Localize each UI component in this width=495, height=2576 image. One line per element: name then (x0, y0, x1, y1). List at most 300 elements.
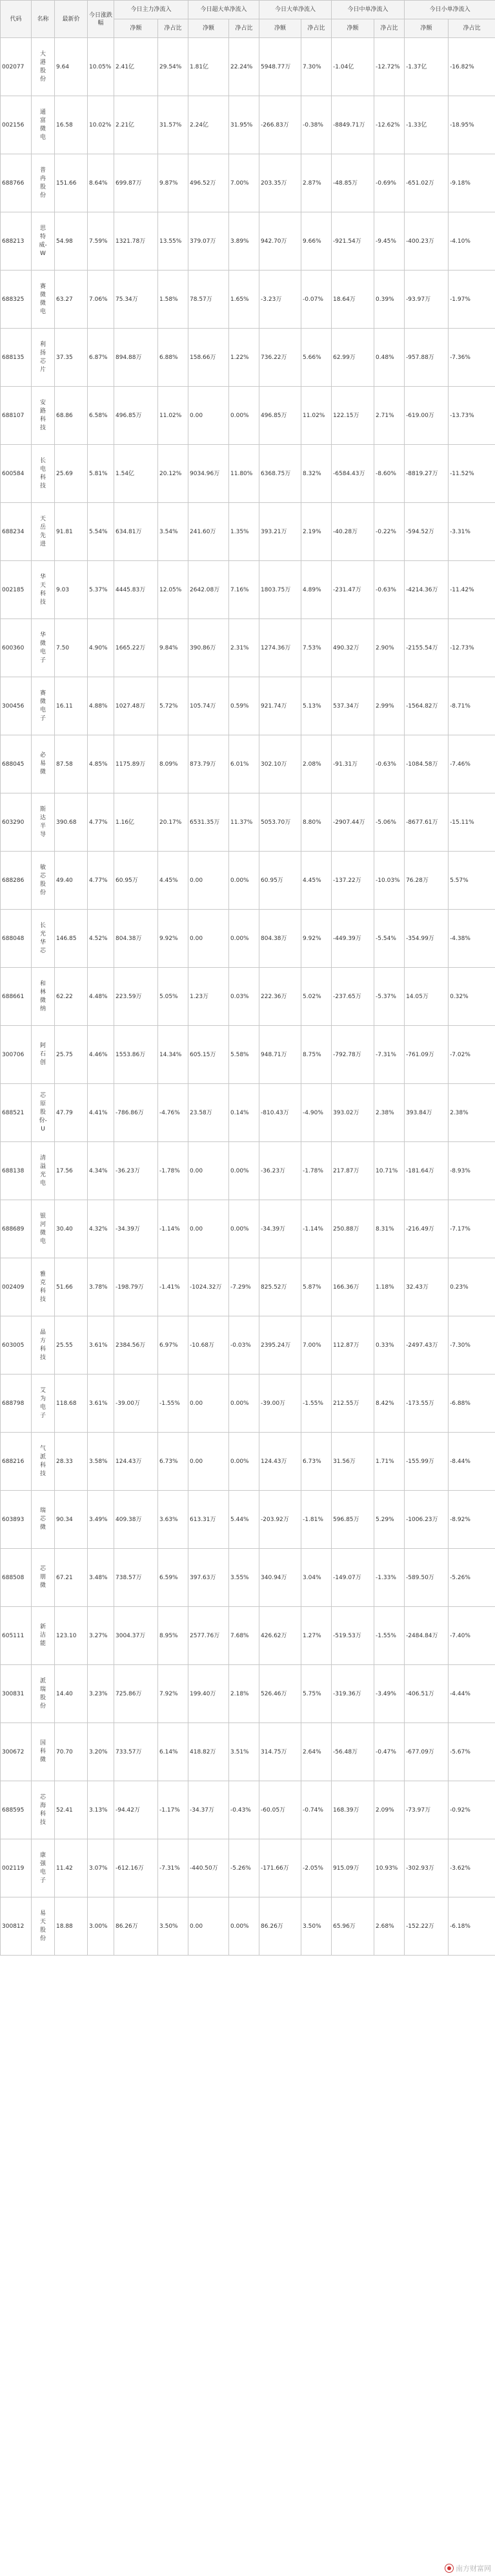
cell-super-net: 23.58万 (188, 1084, 229, 1142)
cell-super-net: 6531.35万 (188, 793, 229, 852)
cell-medium-ratio: 2.38% (374, 1084, 405, 1142)
cell-small-net: -354.99万 (405, 910, 449, 968)
cell-code: 600360 (1, 619, 32, 677)
cell-medium-ratio: -10.03% (374, 852, 405, 910)
cell-medium-net: -1.04亿 (332, 38, 374, 96)
cell-medium-ratio: 2.68% (374, 1897, 405, 1956)
cell-main-net: 1321.78万 (114, 212, 158, 271)
cell-name (32, 96, 55, 154)
cell-medium-net: 31.56万 (332, 1433, 374, 1491)
cell-price: 9.03 (55, 561, 88, 619)
cell-code: 688135 (1, 329, 32, 387)
cell-large-ratio: 7.53% (301, 619, 332, 677)
cell-small-net: -4214.36万 (405, 561, 449, 619)
cell-medium-ratio: -0.69% (374, 154, 405, 212)
cell-price: 16.58 (55, 96, 88, 154)
cell-code: 688689 (1, 1200, 32, 1258)
cell-name (32, 329, 55, 387)
cell-price: 28.33 (55, 1433, 88, 1491)
cell-super-net: 78.57万 (188, 271, 229, 329)
cell-small-ratio: -4.44% (449, 1665, 495, 1723)
cell-small-ratio: 0.32% (449, 968, 495, 1026)
cell-name (32, 619, 55, 677)
cell-medium-net: -91.31万 (332, 735, 374, 793)
cell-medium-ratio: 10.93% (374, 1839, 405, 1897)
cell-main-ratio: -4.76% (158, 1084, 188, 1142)
cell-small-net: -589.50万 (405, 1549, 449, 1607)
cell-code: 300812 (1, 1897, 32, 1956)
table-body (1, 38, 495, 1956)
cell-large-net: 60.95万 (259, 852, 301, 910)
cell-code: 688107 (1, 387, 32, 445)
cell-large-net: 921.74万 (259, 677, 301, 735)
cell-small-ratio: -15.11% (449, 793, 495, 852)
cell-large-net: -60.05万 (259, 1781, 301, 1839)
cell-small-net: -1564.82万 (405, 677, 449, 735)
cell-price: 390.68 (55, 793, 88, 852)
cell-main-ratio: 6.97% (158, 1316, 188, 1375)
cell-main-net: 733.57万 (114, 1723, 158, 1781)
cell-name (32, 910, 55, 968)
cell-super-net: 613.31万 (188, 1491, 229, 1549)
cell-price: 67.21 (55, 1549, 88, 1607)
cell-small-ratio: -16.82% (449, 38, 495, 96)
cell-large-ratio: 4.45% (301, 852, 332, 910)
cell-main-net: 86.26万 (114, 1897, 158, 1956)
cell-code: 002119 (1, 1839, 32, 1897)
cell-super-ratio: 0.00% (229, 1375, 259, 1433)
cell-medium-net: -137.22万 (332, 852, 374, 910)
cell-main-ratio: 8.09% (158, 735, 188, 793)
cell-super-net: 605.15万 (188, 1026, 229, 1084)
cell-main-net: -36.23万 (114, 1142, 158, 1200)
table-row (1, 1607, 495, 1665)
table-row (1, 677, 495, 735)
stock-name: 艾为电子 (39, 1387, 46, 1419)
cell-medium-net: 490.32万 (332, 619, 374, 677)
cell-main-net: 223.59万 (114, 968, 158, 1026)
cell-small-ratio: -11.42% (449, 561, 495, 619)
table-row (1, 1200, 495, 1258)
cell-name (32, 1026, 55, 1084)
cell-main-ratio: 1.58% (158, 271, 188, 329)
header-main-flow: 今日主力净流入 (114, 1, 188, 19)
stock-name: 敏芯股份 (39, 864, 46, 896)
cell-name (32, 1607, 55, 1665)
table-row (1, 1084, 495, 1142)
cell-large-net: 1803.75万 (259, 561, 301, 619)
cell-medium-net: -56.48万 (332, 1723, 374, 1781)
cell-price: 18.88 (55, 1897, 88, 1956)
cell-change: 10.05% (88, 38, 114, 96)
cell-change: 4.90% (88, 619, 114, 677)
cell-super-net: 0.00 (188, 1375, 229, 1433)
cell-code: 605111 (1, 1607, 32, 1665)
cell-price: 7.50 (55, 619, 88, 677)
table-row (1, 154, 495, 212)
stock-name: 普冉股份 (39, 167, 46, 199)
table-row (1, 793, 495, 852)
table-row (1, 38, 495, 96)
cell-medium-ratio: 1.18% (374, 1258, 405, 1316)
cell-price: 70.70 (55, 1723, 88, 1781)
cell-change: 4.77% (88, 852, 114, 910)
table-row (1, 1026, 495, 1084)
cell-large-ratio: 3.04% (301, 1549, 332, 1607)
cell-small-ratio: -7.30% (449, 1316, 495, 1375)
cell-price: 63.27 (55, 271, 88, 329)
cell-code: 603893 (1, 1491, 32, 1549)
table-row (1, 329, 495, 387)
header-super-large-flow: 今日超大单净流入 (188, 1, 259, 19)
cell-name (32, 1375, 55, 1433)
cell-change: 3.20% (88, 1723, 114, 1781)
cell-medium-net: -237.65万 (332, 968, 374, 1026)
cell-super-ratio: 0.00% (229, 852, 259, 910)
cell-medium-net: 915.09万 (332, 1839, 374, 1897)
cell-price: 146.85 (55, 910, 88, 968)
cell-small-net: -73.97万 (405, 1781, 449, 1839)
cell-price: 68.86 (55, 387, 88, 445)
cell-small-net: -1.33亿 (405, 96, 449, 154)
cell-large-net: 526.46万 (259, 1665, 301, 1723)
cell-change: 4.52% (88, 910, 114, 968)
cell-large-net: -39.00万 (259, 1375, 301, 1433)
cell-super-ratio: 1.35% (229, 503, 259, 561)
cell-super-ratio: 0.00% (229, 1142, 259, 1200)
stock-name: 赛微电子 (39, 690, 46, 722)
cell-medium-net: 65.96万 (332, 1897, 374, 1956)
cell-super-net: 241.60万 (188, 503, 229, 561)
cell-code: 688661 (1, 968, 32, 1026)
cell-super-net: 1.81亿 (188, 38, 229, 96)
table-row (1, 561, 495, 619)
cell-large-ratio: 4.89% (301, 561, 332, 619)
cell-medium-net: -319.36万 (332, 1665, 374, 1723)
cell-large-ratio: 2.87% (301, 154, 332, 212)
cell-medium-ratio: -0.63% (374, 561, 405, 619)
cell-large-net: 496.85万 (259, 387, 301, 445)
cell-change: 3.61% (88, 1375, 114, 1433)
stock-name: 新洁能 (39, 1624, 46, 1647)
cell-medium-ratio: 2.71% (374, 387, 405, 445)
cell-medium-net: 166.36万 (332, 1258, 374, 1316)
cell-main-net: 699.87万 (114, 154, 158, 212)
cell-super-ratio: 0.00% (229, 1897, 259, 1956)
cell-main-net: -39.00万 (114, 1375, 158, 1433)
cell-super-net: 9034.96万 (188, 445, 229, 503)
header-medium-ratio: 净占比 (374, 19, 405, 38)
cell-main-net: -94.42万 (114, 1781, 158, 1839)
cell-medium-net: 18.64万 (332, 271, 374, 329)
cell-price: 151.66 (55, 154, 88, 212)
stock-name: 瑞芯微 (39, 1508, 46, 1531)
cell-main-ratio: -7.31% (158, 1839, 188, 1897)
table-row (1, 1142, 495, 1200)
cell-super-ratio: 3.89% (229, 212, 259, 271)
cell-change: 3.23% (88, 1665, 114, 1723)
cell-small-ratio: -7.17% (449, 1200, 495, 1258)
cell-super-ratio: 0.00% (229, 1200, 259, 1258)
cell-price: 118.68 (55, 1375, 88, 1433)
cell-small-net: -155.99万 (405, 1433, 449, 1491)
cell-small-ratio: -0.92% (449, 1781, 495, 1839)
table-row (1, 1316, 495, 1375)
cell-medium-net: -48.85万 (332, 154, 374, 212)
stock-name: 易天股份 (39, 1910, 46, 1942)
cell-code: 002156 (1, 96, 32, 154)
cell-medium-net: 250.88万 (332, 1200, 374, 1258)
cell-medium-ratio: 2.90% (374, 619, 405, 677)
cell-large-net: 948.71万 (259, 1026, 301, 1084)
cell-name (32, 387, 55, 445)
cell-medium-ratio: -12.72% (374, 38, 405, 96)
cell-large-ratio: 8.80% (301, 793, 332, 852)
cell-change: 4.46% (88, 1026, 114, 1084)
cell-medium-ratio: -5.37% (374, 968, 405, 1026)
stock-name: 大港股份 (39, 50, 46, 83)
cell-super-net: 397.63万 (188, 1549, 229, 1607)
cell-super-ratio: -5.26% (229, 1839, 259, 1897)
stock-name: 芯海科技 (39, 1794, 46, 1826)
cell-price: 14.40 (55, 1665, 88, 1723)
table-row (1, 1897, 495, 1956)
cell-price: 52.41 (55, 1781, 88, 1839)
table-row (1, 1375, 495, 1433)
cell-change: 7.59% (88, 212, 114, 271)
cell-main-net: 3004.37万 (114, 1607, 158, 1665)
stock-name: 和林微纳 (39, 980, 46, 1012)
cell-medium-ratio: -0.22% (374, 503, 405, 561)
header-price: 最新价 (55, 1, 88, 38)
watermark-logo-icon (445, 2564, 454, 2573)
cell-large-net: -36.23万 (259, 1142, 301, 1200)
cell-large-ratio: 2.08% (301, 735, 332, 793)
cell-name (32, 154, 55, 212)
table-row (1, 968, 495, 1026)
table-row (1, 387, 495, 445)
cell-medium-ratio: -0.47% (374, 1723, 405, 1781)
header-name: 名称 (32, 1, 55, 38)
cell-large-ratio: 5.75% (301, 1665, 332, 1723)
cell-main-net: 124.43万 (114, 1433, 158, 1491)
stock-name: 芯原股份-U (39, 1092, 47, 1132)
cell-large-ratio: 7.00% (301, 1316, 332, 1375)
cell-super-ratio: -0.43% (229, 1781, 259, 1839)
cell-main-net: 2384.56万 (114, 1316, 158, 1375)
cell-medium-net: 122.15万 (332, 387, 374, 445)
cell-super-net: 2.24亿 (188, 96, 229, 154)
cell-medium-ratio: 10.71% (374, 1142, 405, 1200)
cell-medium-ratio: 0.33% (374, 1316, 405, 1375)
cell-medium-net: 393.02万 (332, 1084, 374, 1142)
cell-name (32, 1549, 55, 1607)
cell-medium-net: -792.78万 (332, 1026, 374, 1084)
cell-small-net: 393.84万 (405, 1084, 449, 1142)
cell-large-net: 2395.24万 (259, 1316, 301, 1375)
cell-code: 600584 (1, 445, 32, 503)
cell-name (32, 1084, 55, 1142)
cell-medium-ratio: 2.99% (374, 677, 405, 735)
stock-name: 晶方科技 (39, 1329, 46, 1361)
cell-large-net: 340.94万 (259, 1549, 301, 1607)
cell-change: 3.61% (88, 1316, 114, 1375)
cell-main-net: 894.88万 (114, 329, 158, 387)
cell-name (32, 1491, 55, 1549)
header-large-ratio: 净占比 (301, 19, 332, 38)
cell-main-net: 409.38万 (114, 1491, 158, 1549)
table-row (1, 735, 495, 793)
cell-code: 688798 (1, 1375, 32, 1433)
cell-large-ratio: -1.14% (301, 1200, 332, 1258)
cell-large-ratio: 8.75% (301, 1026, 332, 1084)
cell-large-net: 426.62万 (259, 1607, 301, 1665)
cell-super-net: 0.00 (188, 387, 229, 445)
cell-small-net: -302.93万 (405, 1839, 449, 1897)
cell-main-ratio: 9.92% (158, 910, 188, 968)
cell-name (32, 968, 55, 1026)
cell-large-ratio: -0.74% (301, 1781, 332, 1839)
cell-name (32, 38, 55, 96)
cell-medium-ratio: 1.71% (374, 1433, 405, 1491)
cell-main-net: 496.85万 (114, 387, 158, 445)
cell-small-ratio: -12.73% (449, 619, 495, 677)
cell-small-ratio: -7.02% (449, 1026, 495, 1084)
header-main-ratio: 净占比 (158, 19, 188, 38)
stock-name: 华微电子 (39, 631, 46, 664)
cell-code: 300672 (1, 1723, 32, 1781)
cell-change: 5.37% (88, 561, 114, 619)
cell-main-ratio: 29.54% (158, 38, 188, 96)
cell-main-net: -198.79万 (114, 1258, 158, 1316)
stock-name: 思特威-W (39, 225, 47, 257)
cell-price: 47.79 (55, 1084, 88, 1142)
cell-code: 688048 (1, 910, 32, 968)
cell-main-ratio: 5.05% (158, 968, 188, 1026)
table-row (1, 1549, 495, 1607)
cell-large-ratio: 7.30% (301, 38, 332, 96)
table-row (1, 1723, 495, 1781)
table-row (1, 1781, 495, 1839)
cell-price: 25.55 (55, 1316, 88, 1375)
cell-large-ratio: -0.07% (301, 271, 332, 329)
stock-name: 斯达半导 (39, 806, 46, 838)
cell-change: 6.58% (88, 387, 114, 445)
cell-name (32, 1723, 55, 1781)
cell-large-ratio: 6.73% (301, 1433, 332, 1491)
cell-small-ratio: -8.44% (449, 1433, 495, 1491)
cell-large-net: 1274.36万 (259, 619, 301, 677)
cell-super-ratio: 7.00% (229, 154, 259, 212)
cell-medium-ratio: 0.39% (374, 271, 405, 329)
cell-price: 90.34 (55, 1491, 88, 1549)
table-row (1, 271, 495, 329)
table-row (1, 1433, 495, 1491)
cell-code: 603290 (1, 793, 32, 852)
cell-code: 002077 (1, 38, 32, 96)
cell-name (32, 677, 55, 735)
table-row (1, 1491, 495, 1549)
cell-small-ratio: -5.67% (449, 1723, 495, 1781)
cell-main-ratio: 11.02% (158, 387, 188, 445)
cell-medium-ratio: -1.55% (374, 1607, 405, 1665)
cell-small-ratio: 0.23% (449, 1258, 495, 1316)
cell-main-net: 1175.89万 (114, 735, 158, 793)
cell-main-ratio: -1.78% (158, 1142, 188, 1200)
cell-medium-ratio: 8.31% (374, 1200, 405, 1258)
cell-price: 30.40 (55, 1200, 88, 1258)
cell-main-ratio: 8.95% (158, 1607, 188, 1665)
cell-small-net: -2155.54万 (405, 619, 449, 677)
cell-main-net: 1.16亿 (114, 793, 158, 852)
cell-large-ratio: 3.50% (301, 1897, 332, 1956)
watermark-text: 南方财富网 (456, 2564, 491, 2573)
header-super-ratio: 净占比 (229, 19, 259, 38)
cell-super-ratio: -0.03% (229, 1316, 259, 1375)
cell-main-net: -612.16万 (114, 1839, 158, 1897)
cell-large-ratio: 11.02% (301, 387, 332, 445)
cell-medium-ratio: -1.33% (374, 1549, 405, 1607)
cell-change: 3.58% (88, 1433, 114, 1491)
cell-super-ratio: 11.80% (229, 445, 259, 503)
table-row (1, 910, 495, 968)
cell-name (32, 1897, 55, 1956)
cell-super-ratio: 0.59% (229, 677, 259, 735)
stock-name: 康强电子 (39, 1852, 46, 1884)
table-row (1, 1665, 495, 1723)
cell-large-net: 736.22万 (259, 329, 301, 387)
cell-large-net: 804.38万 (259, 910, 301, 968)
cell-large-net: -203.92万 (259, 1491, 301, 1549)
header-medium-net: 净额 (332, 19, 374, 38)
cell-large-ratio: -0.38% (301, 96, 332, 154)
cell-large-net: 393.21万 (259, 503, 301, 561)
cell-super-ratio: 31.95% (229, 96, 259, 154)
cell-small-net: -957.88万 (405, 329, 449, 387)
cell-main-net: 4445.83万 (114, 561, 158, 619)
cell-main-ratio: 3.50% (158, 1897, 188, 1956)
cell-medium-ratio: -5.06% (374, 793, 405, 852)
cell-medium-net: 168.39万 (332, 1781, 374, 1839)
cell-main-net: -34.39万 (114, 1200, 158, 1258)
cell-small-ratio: -11.52% (449, 445, 495, 503)
cell-medium-ratio: -0.63% (374, 735, 405, 793)
table-row (1, 212, 495, 271)
header-row-top (1, 1, 495, 19)
cell-change: 4.41% (88, 1084, 114, 1142)
cell-super-net: 105.74万 (188, 677, 229, 735)
cell-super-ratio: 2.18% (229, 1665, 259, 1723)
stock-name: 长电科技 (39, 457, 46, 489)
cell-small-net: -2497.43万 (405, 1316, 449, 1375)
cell-main-ratio: 20.17% (158, 793, 188, 852)
cell-large-ratio: 2.64% (301, 1723, 332, 1781)
cell-large-ratio: 5.13% (301, 677, 332, 735)
cell-name (32, 212, 55, 271)
cell-code: 688213 (1, 212, 32, 271)
cell-main-net: 1.54亿 (114, 445, 158, 503)
cell-price: 54.98 (55, 212, 88, 271)
cell-price: 11.42 (55, 1839, 88, 1897)
cell-small-net: -406.51万 (405, 1665, 449, 1723)
cell-large-net: 302.10万 (259, 735, 301, 793)
cell-super-net: -34.37万 (188, 1781, 229, 1839)
cell-price: 25.75 (55, 1026, 88, 1084)
cell-small-ratio: -9.18% (449, 154, 495, 212)
cell-super-ratio: 5.58% (229, 1026, 259, 1084)
cell-medium-ratio: 2.09% (374, 1781, 405, 1839)
cell-large-ratio: 9.92% (301, 910, 332, 968)
